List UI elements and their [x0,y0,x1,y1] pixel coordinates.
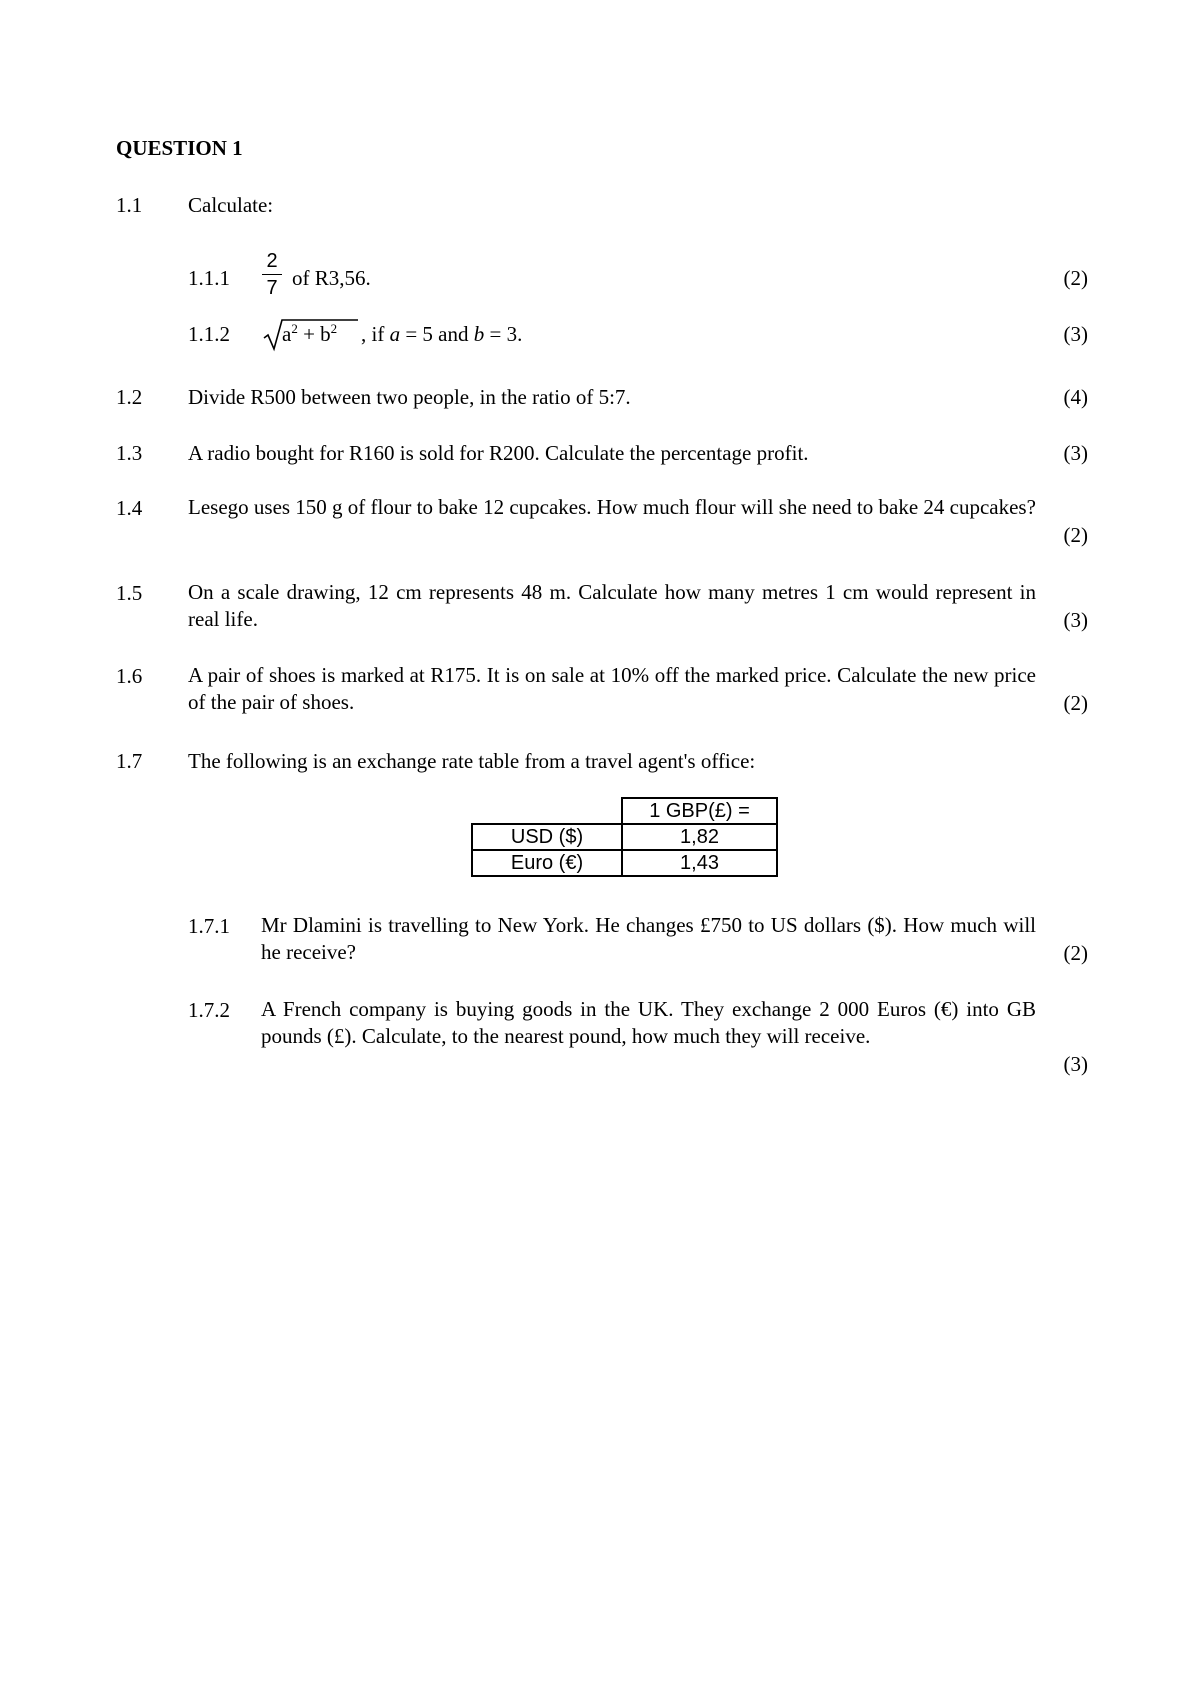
cond-var-b: b [473,322,485,346]
cond-if: , if [361,322,385,346]
table-row-label: USD ($) [472,824,622,850]
q1-1-text: Calculate: [188,193,274,217]
q1-3-marks: (3) [1063,441,1088,465]
q1-5-text: On a scale drawing, 12 cm represents 48 m. Calculate how many metres 1 cm would represent in real life. [188,580,1036,631]
q1-5-number: 1.5 [116,581,143,605]
q1-6-marks: (2) [1063,691,1088,715]
q1-3-number: 1.3 [116,441,143,465]
q1-1-1-text: of R3,56. [292,266,371,290]
table-row [472,824,777,850]
q1-7-2-number: 1.7.2 [188,998,230,1022]
q1-7-2-marks: (3) [1063,1052,1088,1076]
expr-b: b [320,322,331,346]
table-row-value: 1,43 [622,850,777,876]
expr-b-exponent: 2 [330,321,338,336]
expr-a: a [282,322,292,346]
q1-1-1-marks: (2) [1063,266,1088,290]
q1-5-marks: (3) [1063,608,1088,632]
q1-7-1-text: Mr Dlamini is travelling to New York. He changes £750 to US dollars ($). How much will he receive? [261,913,1036,964]
q1-7-1-marks: (2) [1063,941,1088,965]
question-title: QUESTION 1 [116,136,243,160]
fraction [262,250,282,299]
expr-a-exponent: 2 [291,321,298,336]
q1-1-2-marks: (3) [1063,322,1088,346]
cond-eq-a: = 5 and [405,322,469,346]
q1-4-marks: (2) [1063,523,1088,547]
q1-2-marks: (4) [1063,385,1088,409]
table-row [472,850,777,876]
q1-6-text: A pair of shoes is marked at R175. It is on sale at 10% off the marked price. Calculate the new price of the pair of shoes. [188,663,1036,714]
fraction-numerator: 2 [266,250,278,272]
q1-2-number: 1.2 [116,385,143,409]
q1-3-text: A radio bought for R160 is sold for R200. Calculate the percentage profit. [188,441,809,465]
cond-var-a: a [389,322,401,346]
table-corner-cell [472,798,622,824]
table-header-cell: 1 GBP(£) = [622,798,777,824]
fraction-denominator: 7 [266,277,278,299]
fraction-bar [262,274,282,275]
table-header-row [472,798,777,824]
q1-1-1-number: 1.1.1 [188,266,230,290]
q1-7-2-text: A French company is buying goods in the UK. They exchange 2 000 Euros (€) into GB pounds (£). Calculate, to the nearest pound, how much they will receive. [261,997,1036,1048]
q1-1-number: 1.1 [116,193,143,217]
q1-4-number: 1.4 [116,496,143,520]
q1-1-2-number: 1.1.2 [188,322,230,346]
expr-plus: + [303,322,315,346]
exchange-rate-table [471,797,778,877]
cond-eq-b: = 3. [489,322,523,346]
table-row-label: Euro (€) [472,850,622,876]
table-row-value: 1,82 [622,824,777,850]
q1-7-number: 1.7 [116,749,143,773]
q1-7-text: The following is an exchange rate table from a travel agent's office: [188,749,756,773]
q1-2-text: Divide R500 between two people, in the ratio of 5:7. [188,385,631,409]
q1-1-2-condition [361,322,522,347]
q1-7-1-number: 1.7.1 [188,914,230,938]
q1-4-text: Lesego uses 150 g of flour to bake 12 cupcakes. How much flour will she need to bake 24 cupcakes? [188,495,1036,519]
sqrt-expression [282,322,337,347]
q1-6-number: 1.6 [116,664,143,688]
